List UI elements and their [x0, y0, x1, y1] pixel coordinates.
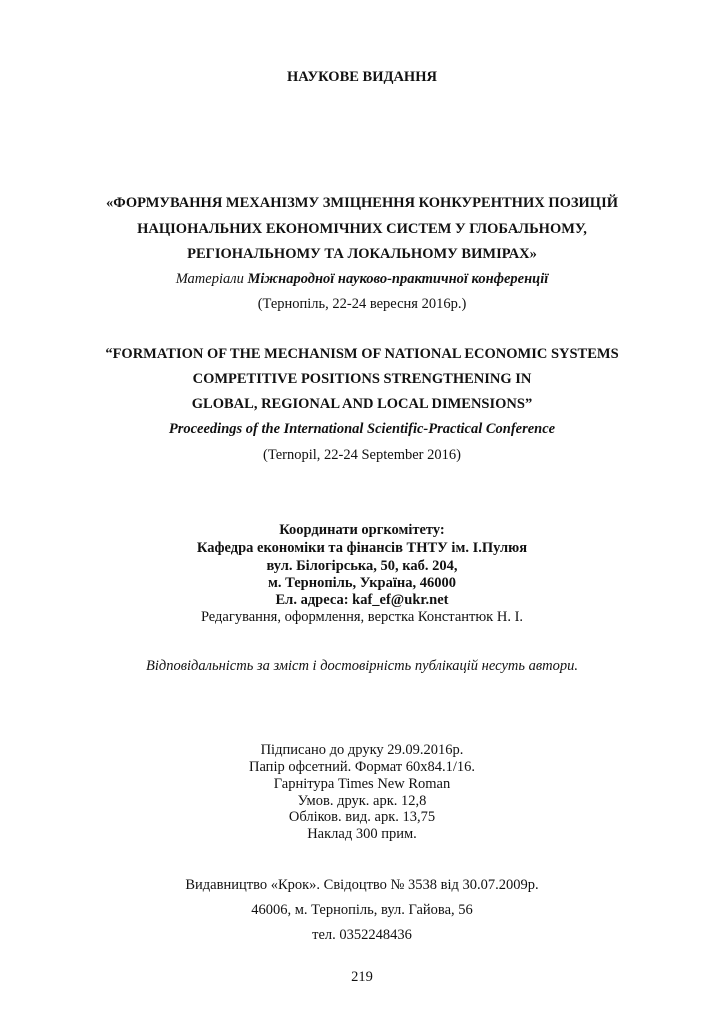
print-info-line-5: Обліков. вид. арк. 13,75 [288, 809, 436, 825]
publisher-name: Видавництво «Крок». Свідоцтво № 3538 від 30.07.2009р. [185, 877, 539, 893]
english-proceedings: Proceedings of the International Scientific-Practical Conference [168, 421, 556, 437]
english-title-line-2: COMPETITIVE POSITIONS STRENGTHENING IN [192, 371, 532, 387]
document-heading: НАУКОВЕ ВИДАННЯ [287, 69, 437, 85]
committee-heading: Координати оргкомітету: [279, 522, 445, 538]
publisher-phone: тел. 0352248436 [312, 927, 412, 943]
editing-credits: Редагування, оформлення, верстка Константюк Н. І. [200, 609, 524, 625]
materials-prefix: Матеріали [175, 271, 244, 287]
committee-department: Кафедра економіки та фінансів ТНТУ ім. І.Пулюя [196, 540, 528, 556]
ukrainian-materials-line [0, 272, 724, 287]
ukrainian-title-line-3: РЕГІОНАЛЬНОМУ ТА ЛОКАЛЬНОМУ ВИМІРАХ» [187, 246, 537, 262]
print-info-line-6: Наклад 300 прим. [307, 826, 417, 842]
english-place-date: (Ternopil, 22-24 September 2016) [263, 447, 461, 463]
print-info-line-4: Умов. друк. арк. 12,8 [297, 793, 427, 809]
disclaimer: Відповідальність за зміст і достовірність публікацій несуть автори. [146, 658, 578, 674]
page-number: 219 [351, 969, 373, 985]
print-info-line-2: Папір офсетний. Формат 60х84.1/16. [248, 759, 476, 775]
ukrainian-title-line-2: НАЦІОНАЛЬНИХ ЕКОНОМІЧНИХ СИСТЕМ У ГЛОБАЛЬНОМУ, [137, 221, 587, 237]
committee-street: вул. Білогірська, 50, каб. 204, [266, 558, 458, 574]
ukrainian-title-line-1: «ФОРМУВАННЯ МЕХАНІЗМУ ЗМІЦНЕННЯ КОНКУРЕНТНИХ ПОЗИЦІЙ [105, 195, 619, 211]
committee-email: Ел. адреса: kaf_ef@ukr.net [275, 592, 449, 608]
materials-conference-name: Міжнародної науково-практичної конференції [247, 271, 549, 287]
english-title-line-1: “FORMATION OF THE MECHANISM OF NATIONAL ECONOMIC SYSTEMS [105, 346, 619, 362]
english-title-line-3: GLOBAL, REGIONAL AND LOCAL DIMENSIONS” [191, 396, 533, 412]
committee-city: м. Тернопіль, Україна, 46000 [267, 575, 457, 591]
ukrainian-place-date: (Тернопіль, 22-24 вересня 2016р.) [257, 296, 467, 312]
print-info-line-1: Підписано до друку 29.09.2016р. [260, 742, 464, 758]
print-info-line-3: Гарнітура Times New Roman [273, 776, 451, 792]
publisher-address: 46006, м. Тернопіль, вул. Гайова, 56 [251, 902, 473, 918]
